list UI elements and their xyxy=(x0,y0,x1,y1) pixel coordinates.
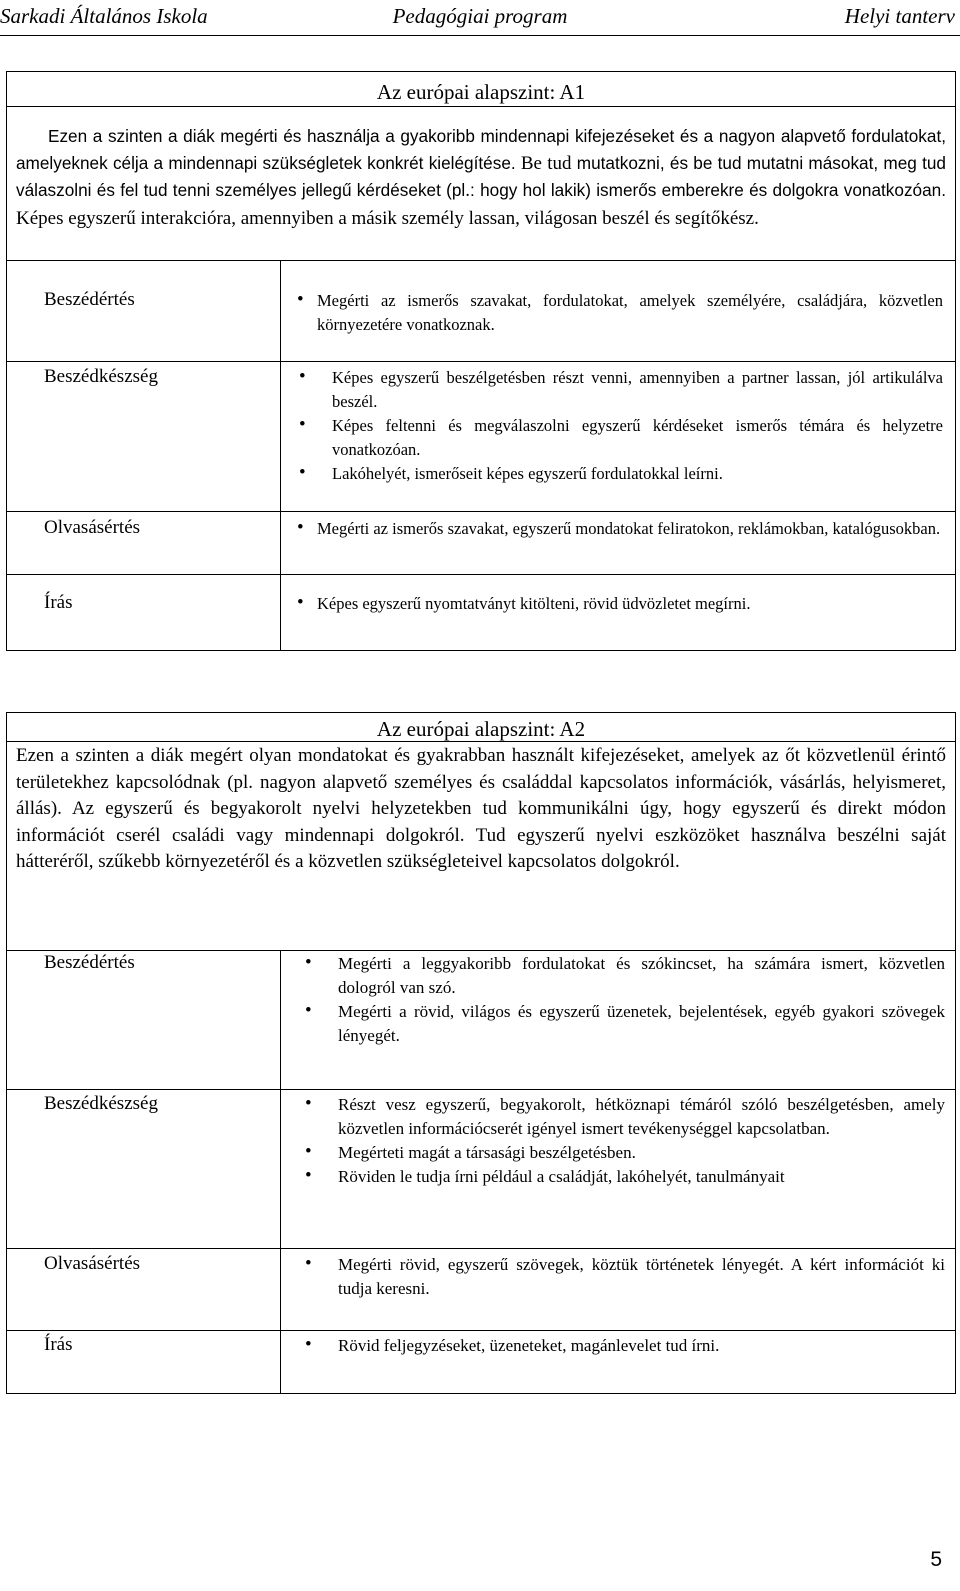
page-header xyxy=(0,0,960,33)
list-item: • Lakóhelyét, ismerőseit képes egyszerű fordulatokkal leírni. xyxy=(299,462,943,486)
list-item: • Megérti az ismerős szavakat, fordulatokat, amelyek személyére, családjára, közvetlen környezetére vonatkoznak. xyxy=(297,289,943,337)
level-a1-description-part: : hogy hol lakik) ismerős emberekre és dolgokra vonatkozóan. xyxy=(470,180,947,200)
skill-label-writing: Írás xyxy=(44,592,73,613)
level-a2-description: Ezen a szinten a diák megért olyan mondatokat és gyakrabban használt kifejezéseket, amelyek az őt közvetlenül érintő területekhez kapcsolódnak (pl. nagyon alapvető személyes és családdal kapcsolatos információk, vásárlás, helyismeret, állás). Az egyszerű és begyakorolt nyelvi helyzetekben tud kommunikálni úgy, hogy egyszerű és direkt módon információt cserél családi vagy mindennapi dolgokról. Tud egyszerű nyelvi eszközöket használva beszélni saját hátteréről, szűkebb környezetéről és a közvetlen szükségleteivel kapcsolatos dolgokról. xyxy=(16,745,946,872)
skill-list-listening xyxy=(297,289,943,337)
skill-list-writing xyxy=(305,1334,945,1358)
level-a1-title-divider xyxy=(7,106,955,107)
level-a2-title-divider xyxy=(7,741,955,742)
level-a1-description-part: Ezen a szinten a diák megérti és használja a gyakoribb mindennapi kifejezéseket és a nagyon alapvető fordulatokat, amelyeknek célja a mindennapi szükségletek konkrét kielégítése. xyxy=(16,126,946,173)
skills-row-divider xyxy=(7,511,955,512)
header-section-name: Helyi tanterv xyxy=(844,4,955,28)
skills-table-top-border xyxy=(7,260,955,261)
list-item: • Megérteti magát a társasági beszélgetésben. xyxy=(305,1141,945,1165)
skills-row-divider xyxy=(7,574,955,575)
list-item: • Megérti a leggyakoribb fordulatokat és szókincset, ha számára ismert, közvetlen dologról van szó. xyxy=(305,952,945,1000)
level-a1-title: Az európai alapszint: A1 xyxy=(376,80,586,104)
level-a1-description-part: mutatkozni, és be tud mutatni másokat, meg tud válaszolni és fel tud tenni személyes jellegű kérdéseket (pl xyxy=(16,152,946,200)
skill-label-speaking: Beszédkészség xyxy=(44,1093,158,1114)
list-item: • Megérti az ismerős szavakat, egyszerű mondatokat feliratokon, reklámokban, katalógusokban. xyxy=(297,517,943,541)
skills-row-divider xyxy=(7,1248,955,1249)
skill-label-speaking: Beszédkészség xyxy=(44,366,158,387)
skills-row-divider xyxy=(7,1089,955,1090)
skill-label-writing: Írás xyxy=(44,1334,73,1355)
skill-list-writing xyxy=(297,592,943,616)
skill-list-reading xyxy=(297,517,943,541)
level-a2-title: Az európai alapszint: A2 xyxy=(376,717,586,741)
header-school-name: Sarkadi Általános Iskola xyxy=(0,4,208,28)
level-a1-description-part: Képes egyszerű interakcióra, amennyiben a másik személy lassan, világosan beszél és segítőkész. xyxy=(16,207,759,229)
skill-label-reading: Olvasásértés xyxy=(44,1253,141,1274)
list-item: • Részt vesz egyszerű, begyakorolt, hétköznapi témáról szóló beszélgetésben, amely közvetlen információcserét igényel ismert tevékenységgel kapcsolatban. xyxy=(305,1093,945,1141)
level-a2-section xyxy=(6,712,956,1394)
level-a1-description xyxy=(16,123,946,232)
header-divider xyxy=(0,35,960,36)
skill-list-speaking xyxy=(299,366,943,486)
list-item: • Megérti rövid, egyszerű szövegek, köztük történetek lényegét. A kért információt ki tudja keresni. xyxy=(305,1253,945,1301)
level-a1-description-part: . xyxy=(465,180,471,201)
skill-label-reading: Olvasásértés xyxy=(44,517,141,538)
level-a1-description-part: Be tud xyxy=(515,152,572,174)
skill-label-listening: Beszédértés xyxy=(44,952,135,973)
list-item: • Képes feltenni és megválaszolni egyszerű kérdéseket ismerős témára és helyzetre vonatkozóan. xyxy=(299,414,943,462)
page-number: 5 xyxy=(930,1548,942,1571)
header-document-title: Pedagógiai program xyxy=(392,4,568,28)
list-item: • Röviden le tudja írni például a családját, lakóhelyét, tanulmányait xyxy=(305,1165,945,1189)
list-item: • Képes egyszerű nyomtatványt kitölteni, rövid üdvözletet megírni. xyxy=(297,592,943,616)
level-a1-section xyxy=(6,71,956,651)
skills-column-divider xyxy=(280,950,281,1394)
skill-list-listening xyxy=(305,952,945,1048)
skills-table-top-border xyxy=(7,950,955,951)
skill-label-listening: Beszédértés xyxy=(44,289,135,310)
skills-column-divider xyxy=(280,260,281,651)
skill-list-speaking xyxy=(305,1093,945,1189)
list-item: • Rövid feljegyzéseket, üzeneteket, magánlevelet tud írni. xyxy=(305,1334,945,1358)
skills-row-divider xyxy=(7,1330,955,1331)
list-item: • Megérti a rövid, világos és egyszerű üzenetek, bejelentések, egyéb gyakori szövegek lényegét. xyxy=(305,1000,945,1048)
skills-row-divider xyxy=(7,361,955,362)
skill-list-reading xyxy=(305,1253,945,1301)
list-item: • Képes egyszerű beszélgetésben részt venni, amennyiben a partner lassan, jól artikulálva beszél. xyxy=(299,366,943,414)
